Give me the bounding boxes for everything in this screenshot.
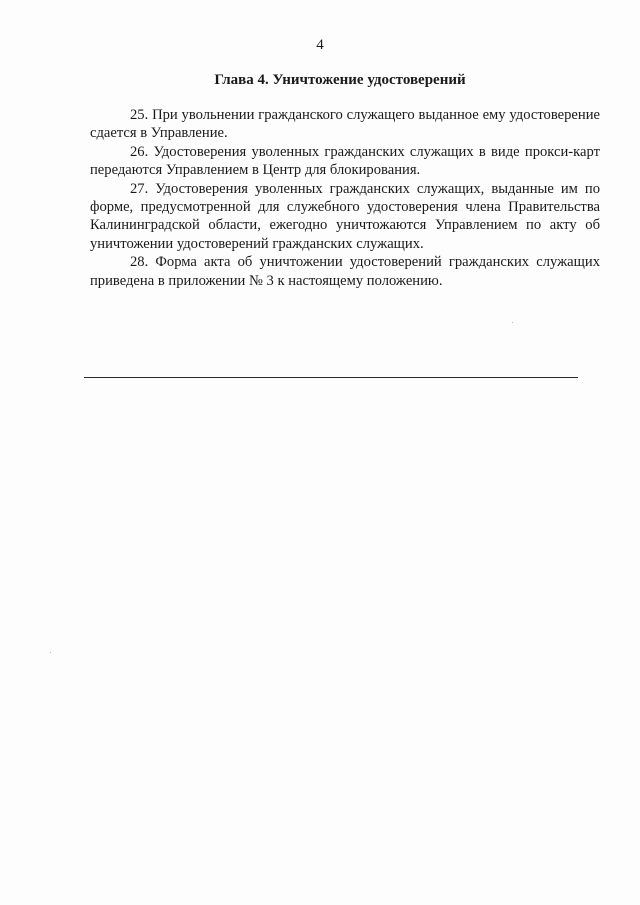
scan-speck — [512, 322, 513, 323]
paragraph-28: 28. Форма акта об уничтожении удостоверений гражданских служащих приведена в приложении № 3 к настоящему положению. — [90, 254, 600, 289]
paragraph-26: 26. Удостоверения уволенных гражданских служащих в виде прокси-карт передаются Управлением в Центр для блокирования. — [90, 143, 600, 179]
page-number: 4 — [316, 37, 324, 53]
scan-speck — [50, 652, 51, 653]
paragraph-27: 27. Удостоверения уволенных гражданских служащих, выданные им по форме, предусмотренной для служебного удостоверения члена Правительства Калининградской области, ежегодно уничтожаются Управлением по акту об уничтожении удостоверений гражданских служащих. — [90, 180, 600, 252]
body-text — [90, 106, 600, 290]
paragraph-25: 25. При увольнении гражданского служащего выданное ему удостоверение сдается в Управление. — [90, 107, 600, 142]
chapter-title: Глава 4. Уничтожение удостоверений — [214, 72, 466, 88]
horizontal-rule — [84, 377, 578, 378]
